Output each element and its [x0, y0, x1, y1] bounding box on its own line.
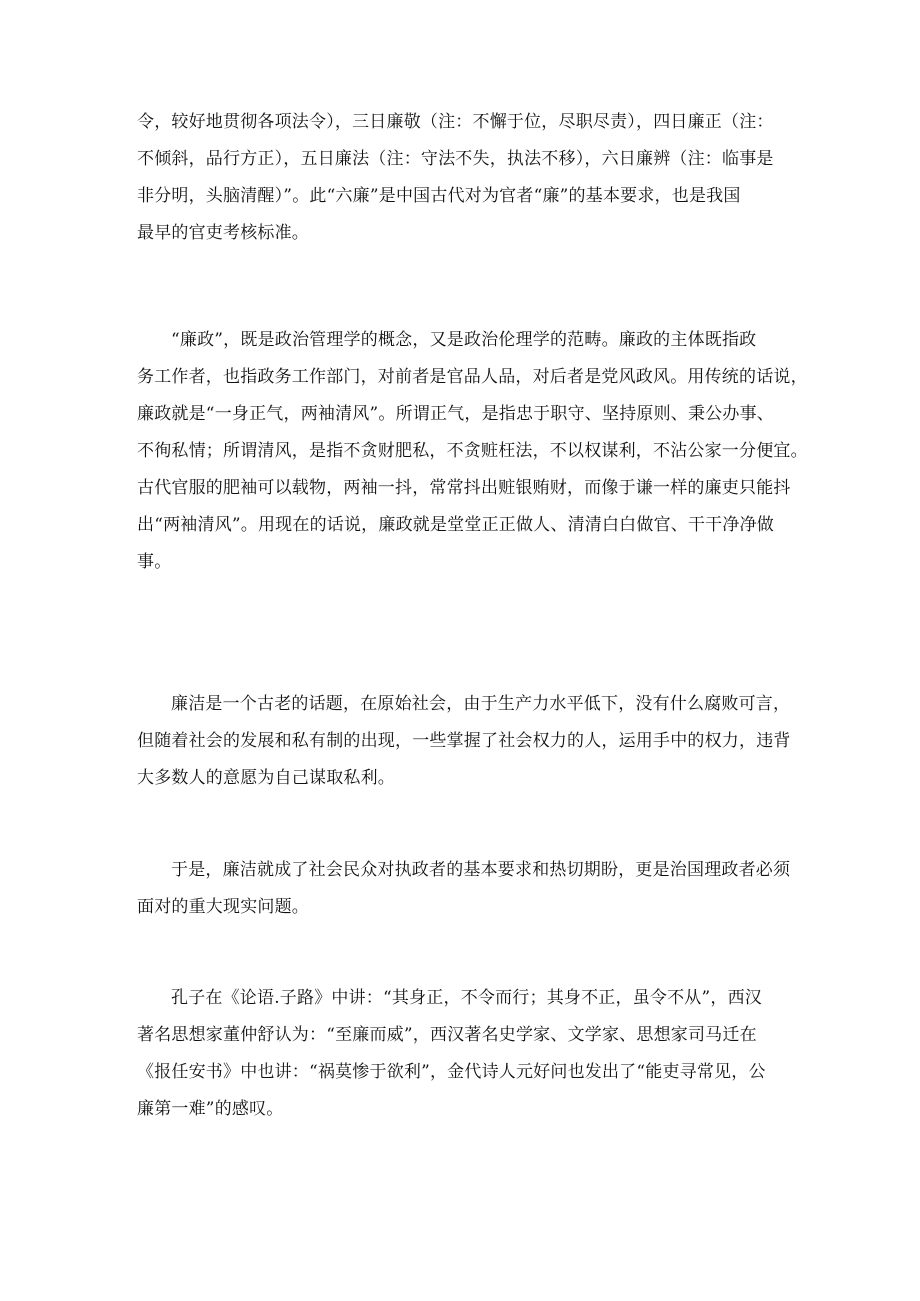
text-line: 不倾斜，品行方正），五日廉法（注：守法不失，执法不移），六日廉辨（注：临事是 [137, 149, 774, 169]
text-line: 最早的官吏考核标准。 [137, 223, 309, 243]
text-line: 非分明，头脑清醒）”。此“六廉”是中国古代对为官者“廉”的基本要求，也是我国 [137, 186, 741, 206]
text-line: 廉政就是“一身正气，两袖清风”。所谓正气，是指忠于职守、坚持原则、秉公办事、 [137, 404, 774, 424]
text-line: 事。 [137, 552, 172, 572]
text-line: 廉第一难”的感叹。 [137, 1099, 284, 1119]
text-line: 著名思想家董仲舒认为：“至廉而威”，西汉著名史学家、文学家、思想家司马迁在 [137, 1025, 757, 1045]
text-line: 务工作者，也指政务工作部门，对前者是官品人品，对后者是党风政风。用传统的话说， [137, 367, 808, 387]
text-line: 《报任安书》中也讲：“祸莫惨于欲利”，金代诗人元好问也发出了“能吏寻常见，公 [137, 1062, 766, 1082]
paragraph-lianjie-history [137, 686, 791, 797]
text-line: “廉政”，既是政治管理学的概念，又是政治伦理学的范畴。廉政的主体既指政 [171, 330, 757, 350]
text-line: 出“两袖清风”。用现在的话说，廉政就是堂堂正正做人、清清白白做官、干干净净做 [137, 515, 774, 535]
paragraph-quotes [137, 980, 787, 1128]
paragraph-liulian [137, 104, 787, 252]
text-line: 古代官服的肥袖可以载物，两袖一抖，常常抖出赃银贿财，而像于谦一样的廉吏只能抖 [137, 478, 791, 498]
text-line: 面对的重大现实问题。 [137, 897, 309, 917]
text-line: 廉洁是一个古老的话题，在原始社会，由于生产力水平低下，没有什么腐败可言， [171, 694, 791, 714]
text-line: 大多数人的意愿为自己谋取私利。 [137, 768, 395, 788]
text-line: 但随着社会的发展和私有制的出现，一些掌握了社会权力的人，运用手中的权力，违背 [137, 731, 791, 751]
paragraph-lianjie-requirement [137, 852, 791, 926]
text-line: 不徇私情；所谓清风，是指不贪财肥私，不贪赃枉法，不以权谋利，不沾公家一分便宜。 [137, 441, 808, 461]
text-line: 于是，廉洁就成了社会民众对执政者的基本要求和热切期盼，更是治国理政者必须 [171, 860, 791, 880]
paragraph-lianzheng [137, 322, 808, 581]
text-line: 孔子在《论语.子路》中讲：“其身正，不令而行；其身不正，虽令不从”，西汉 [171, 988, 762, 1008]
text-line: 令，较好地贯彻各项法令），三日廉敬（注：不懈于位，尽职尽责），四日廉正（注： [137, 112, 774, 132]
